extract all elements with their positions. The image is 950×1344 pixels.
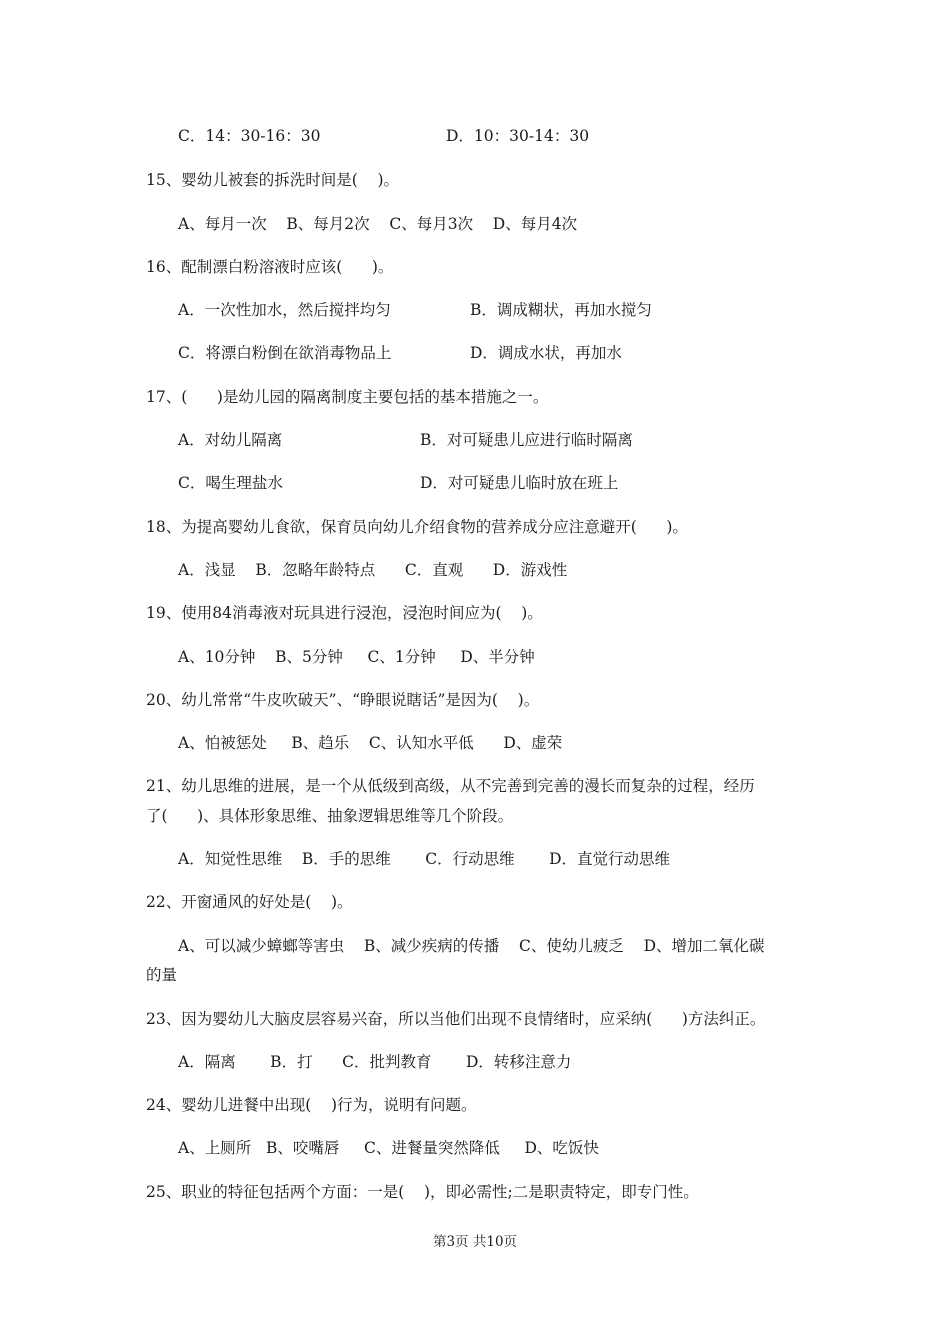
- option-line: A、怕被惩处 B、趋乐 C、认知水平低 D、虚荣: [178, 734, 563, 752]
- question-stem: 18、为提高婴幼儿食欲，保育员向幼儿介绍食物的营养成分应注意避开( )。: [146, 518, 688, 536]
- question-stem: 22、开窗通风的好处是( )。: [146, 893, 353, 911]
- question-stem: 20、幼儿常常“牛皮吹破天”、“睁眼说瞎话”是因为( )。: [146, 691, 540, 709]
- question-stem: 19、使用84消毒液对玩具进行浸泡，浸泡时间应为( )。: [146, 604, 543, 622]
- option-line: A、每月一次 B、每月2次 C、每月3次 D、每月4次: [178, 215, 578, 233]
- question-stem: 25、职业的特征包括两个方面：一是( )，即必需性;二是职责特定，即专门性。: [146, 1183, 699, 1201]
- option-right: B．调成糊状，再加水搅匀: [470, 301, 652, 319]
- option-line: A．浅显 B．忽略年龄特点 C．直观 D．游戏性: [178, 561, 568, 579]
- option-left: A．对幼儿隔离: [178, 431, 283, 449]
- question-stem: 24、婴幼儿进餐中出现( )行为，说明有问题。: [146, 1096, 477, 1114]
- option-line: A、可以减少蟑螂等害虫 B、减少疾病的传播 C、使幼儿疲乏 D、增加二氧化碳: [178, 937, 765, 955]
- option-line: A、10分钟 B、5分钟 C、1分钟 D、半分钟: [178, 648, 535, 666]
- question-stem: 15、婴幼儿被套的拆洗时间是( )。: [146, 171, 400, 189]
- option-line: A．隔离 B．打 C．批判教育 D．转移注意力: [178, 1053, 572, 1071]
- option-line: A．知觉性思维 B．手的思维 C．行动思维 D．直觉行动思维: [178, 850, 671, 868]
- question-stem: 21、幼儿思维的进展，是一个从低级到高级，从不完善到完善的漫长而复杂的过程，经历: [146, 777, 755, 795]
- option-right: D．调成水状，再加水: [470, 344, 622, 362]
- continuation-line: 了( )、具体形象思维、抽象逻辑思维等几个阶段。: [146, 807, 514, 825]
- option-left: C．14：30-16：30: [178, 127, 321, 145]
- option-right: D．对可疑患儿临时放在班上: [420, 474, 619, 492]
- page-footer: 第3页 共10页: [432, 1234, 518, 1250]
- option-right: D．10：30-14：30: [446, 127, 590, 145]
- option-right: B．对可疑患儿应进行临时隔离: [420, 431, 633, 449]
- question-stem: 23、因为婴幼儿大脑皮层容易兴奋，所以当他们出现不良情绪时，应采纳( )方法纠正。: [146, 1010, 766, 1028]
- option-left: C．将漂白粉倒在欲消毒物品上: [178, 344, 392, 362]
- option-line: A、上厕所 B、咬嘴唇 C、进餐量突然降低 D、吃饭快: [178, 1139, 599, 1157]
- option-left: C．喝生理盐水: [178, 474, 283, 492]
- option-left: A．一次性加水，然后搅拌均匀: [178, 301, 391, 319]
- question-stem: 17、( )是幼儿园的隔离制度主要包括的基本措施之一。: [146, 388, 549, 406]
- continuation-line: 的量: [146, 966, 178, 984]
- question-stem: 16、配制漂白粉溶液时应该( )。: [146, 258, 394, 276]
